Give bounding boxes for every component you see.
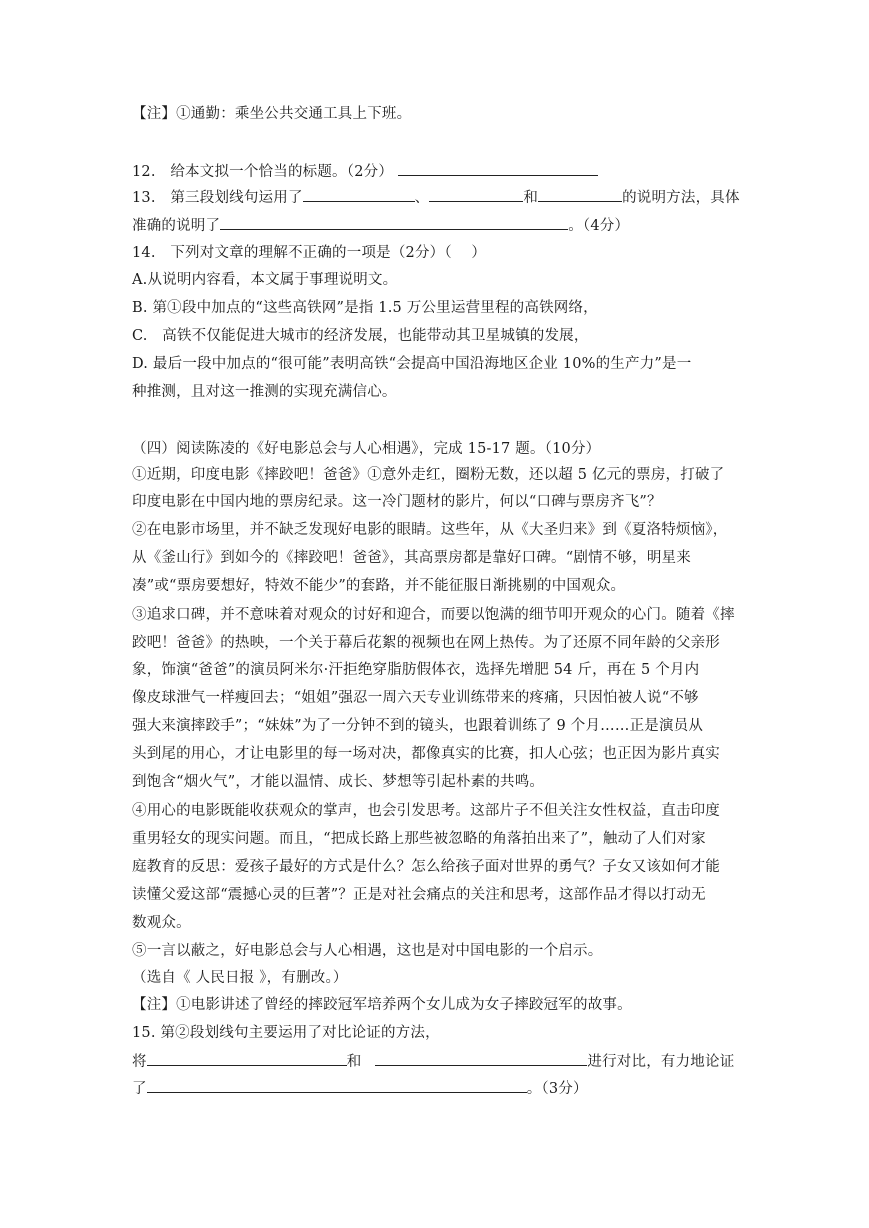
passage-line: 跤吧！爸爸》的热映，一个关于幕后花絮的视频也在网上热传。为了还原不同年龄的父亲形 (132, 635, 720, 651)
question-12-text: 12. 给本文拟一个恰当的标题。（2分） (132, 164, 394, 180)
answer-blank-13a[interactable] (303, 187, 415, 202)
answer-blank-13c[interactable] (538, 187, 622, 202)
answer-blank-15b[interactable] (375, 1051, 587, 1066)
passage-line: 凑”或“票房要想好，特效不能少”的套路，并不能征服日渐挑剔的中国观众。 (132, 578, 626, 594)
passage-line: 到饱含“烟火气”，才能以温情、成长、梦想等引起朴素的共鸣。 (132, 774, 545, 790)
answer-blank-12[interactable] (398, 161, 598, 176)
question-15-line2-mid: 和 (346, 1054, 362, 1070)
question-14-option-b: B. 第①段中加点的“这些高铁网”是指 1.5 万公里运营里程的高铁网络， (132, 300, 598, 316)
answer-blank-15c[interactable] (147, 1078, 527, 1093)
question-15-line3 (132, 1078, 588, 1099)
question-15-line3-end: 。（3分） (526, 1081, 588, 1097)
passage-line: ③追求口碑，并不意味着对观众的讨好和迎合，而要以饱满的细节叩开观众的心门。随着《摔 (132, 607, 735, 623)
question-14-option-a: A.从说明内容看，本文属于事理说明文。 (132, 272, 398, 288)
passage-line: 从《釜山行》到如今的《摔跤吧！爸爸》，其高票房都是靠好口碑。“剧情不够，明星来 (132, 550, 691, 566)
question-13-sep1: 、 (414, 190, 430, 206)
question-14-option-d: D. 最后一段中加点的“很可能”表明高铁“会提高中国沿海地区企业 10%的生产力”是一 (132, 356, 692, 372)
question-13-part1: 13. 第三段划线句运用了 (132, 190, 303, 206)
passage-line: 头到尾的用心，才让电影里的每一场对决，都像真实的比赛，扣人心弦；也正因为影片真实 (132, 746, 720, 762)
question-12 (132, 161, 598, 182)
question-14-option-c: C. 高铁不仅能促进大城市的经济发展，也能带动其卫星城镇的发展， (132, 328, 589, 344)
question-13-part2: 的说明方法，具体 (622, 190, 740, 206)
passage-line: 像皮球泄气一样瘦回去；“姐姐”强忍一周六天专业训练带来的疼痛，只因怕被人说“不够 (132, 690, 699, 706)
question-13-line2-end: 。（4分） (568, 218, 630, 234)
question-15-line2-start: 将 (132, 1054, 147, 1070)
passage-line: 印度电影在中国内地的票房纪录。这一冷门题材的影片，何以“口碑与票房齐飞”？ (132, 494, 662, 510)
passage-line: 读懂父爱这部“震撼心灵的巨著”？正是对社会痛点的关注和思考，这部作品才得以打动无 (132, 887, 706, 903)
question-13 (132, 187, 740, 208)
question-14-stem: 14. 下列对文章的理解不正确的一项是（2分）（ ） (132, 245, 487, 261)
section-4-heading: （四）阅读陈凌的《好电影总会与人心相遇》，完成 15-17 题。（10分） (132, 441, 601, 457)
answer-blank-13d[interactable] (220, 215, 568, 230)
passage-line: 庭教育的反思：爱孩子最好的方式是什么？怎么给孩子面对世界的勇气？子女又该如何才能 (132, 859, 720, 875)
answer-blank-13b[interactable] (429, 187, 523, 202)
question-15-line2 (132, 1051, 734, 1072)
question-15-line2-end: 进行对比，有力地论证 (587, 1054, 735, 1070)
question-13-line2-start: 准确的说明了 (132, 218, 221, 234)
passage-line: 强大来演摔跤手”；“妹妹”为了一分钟不到的镜头，也跟着训练了 9 个月……正是演员从 (132, 718, 704, 734)
passage-line: ④用心的电影既能收获观众的掌声，也会引发思考。这部片子不但关注女性权益，直击印度 (132, 803, 720, 819)
question-14-option-d-cont: 种推测，且对这一推测的实现充满信心。 (132, 384, 397, 400)
passage-line: 数观众。 (132, 915, 191, 931)
answer-blank-15a[interactable] (147, 1051, 347, 1066)
passage-line: ⑤一言以蔽之，好电影总会与人心相遇，这也是对中国电影的一个启示。 (132, 943, 603, 959)
note-commute: 【注】①通勤：乘坐公共交通工具上下班。 (132, 106, 412, 122)
passage-line: 象，饰演“爸爸”的演员阿米尔·汗拒绝穿脂肪假体衣，选择先增肥 54 斤，再在 5 个月内 (132, 662, 700, 678)
note-film: 【注】①电影讲述了曾经的摔跤冠军培养两个女儿成为女子摔跤冠军的故事。 (132, 997, 632, 1013)
question-13-line2 (132, 215, 629, 236)
question-13-sep2: 和 (523, 190, 539, 206)
passage-line: 重男轻女的现实问题。而且，“把成长路上那些被忽略的角落拍出来了”，触动了人们对家 (132, 831, 706, 847)
question-15-line3-start: 了 (132, 1081, 147, 1097)
passage-line: ②在电影市场里，并不缺乏发现好电影的眼睛。这些年，从《大圣归来》到《夏洛特烦恼》， (132, 522, 728, 538)
question-15-line1: 15. 第②段划线句主要运用了对比论证的方法， (132, 1025, 440, 1041)
passage-line: ①近期，印度电影《摔跤吧！爸爸》①意外走红，圈粉无数，还以超 5 亿元的票房，打破了 (132, 467, 725, 483)
source-citation: （选自《 人民日报 》，有删改。） (132, 970, 348, 986)
